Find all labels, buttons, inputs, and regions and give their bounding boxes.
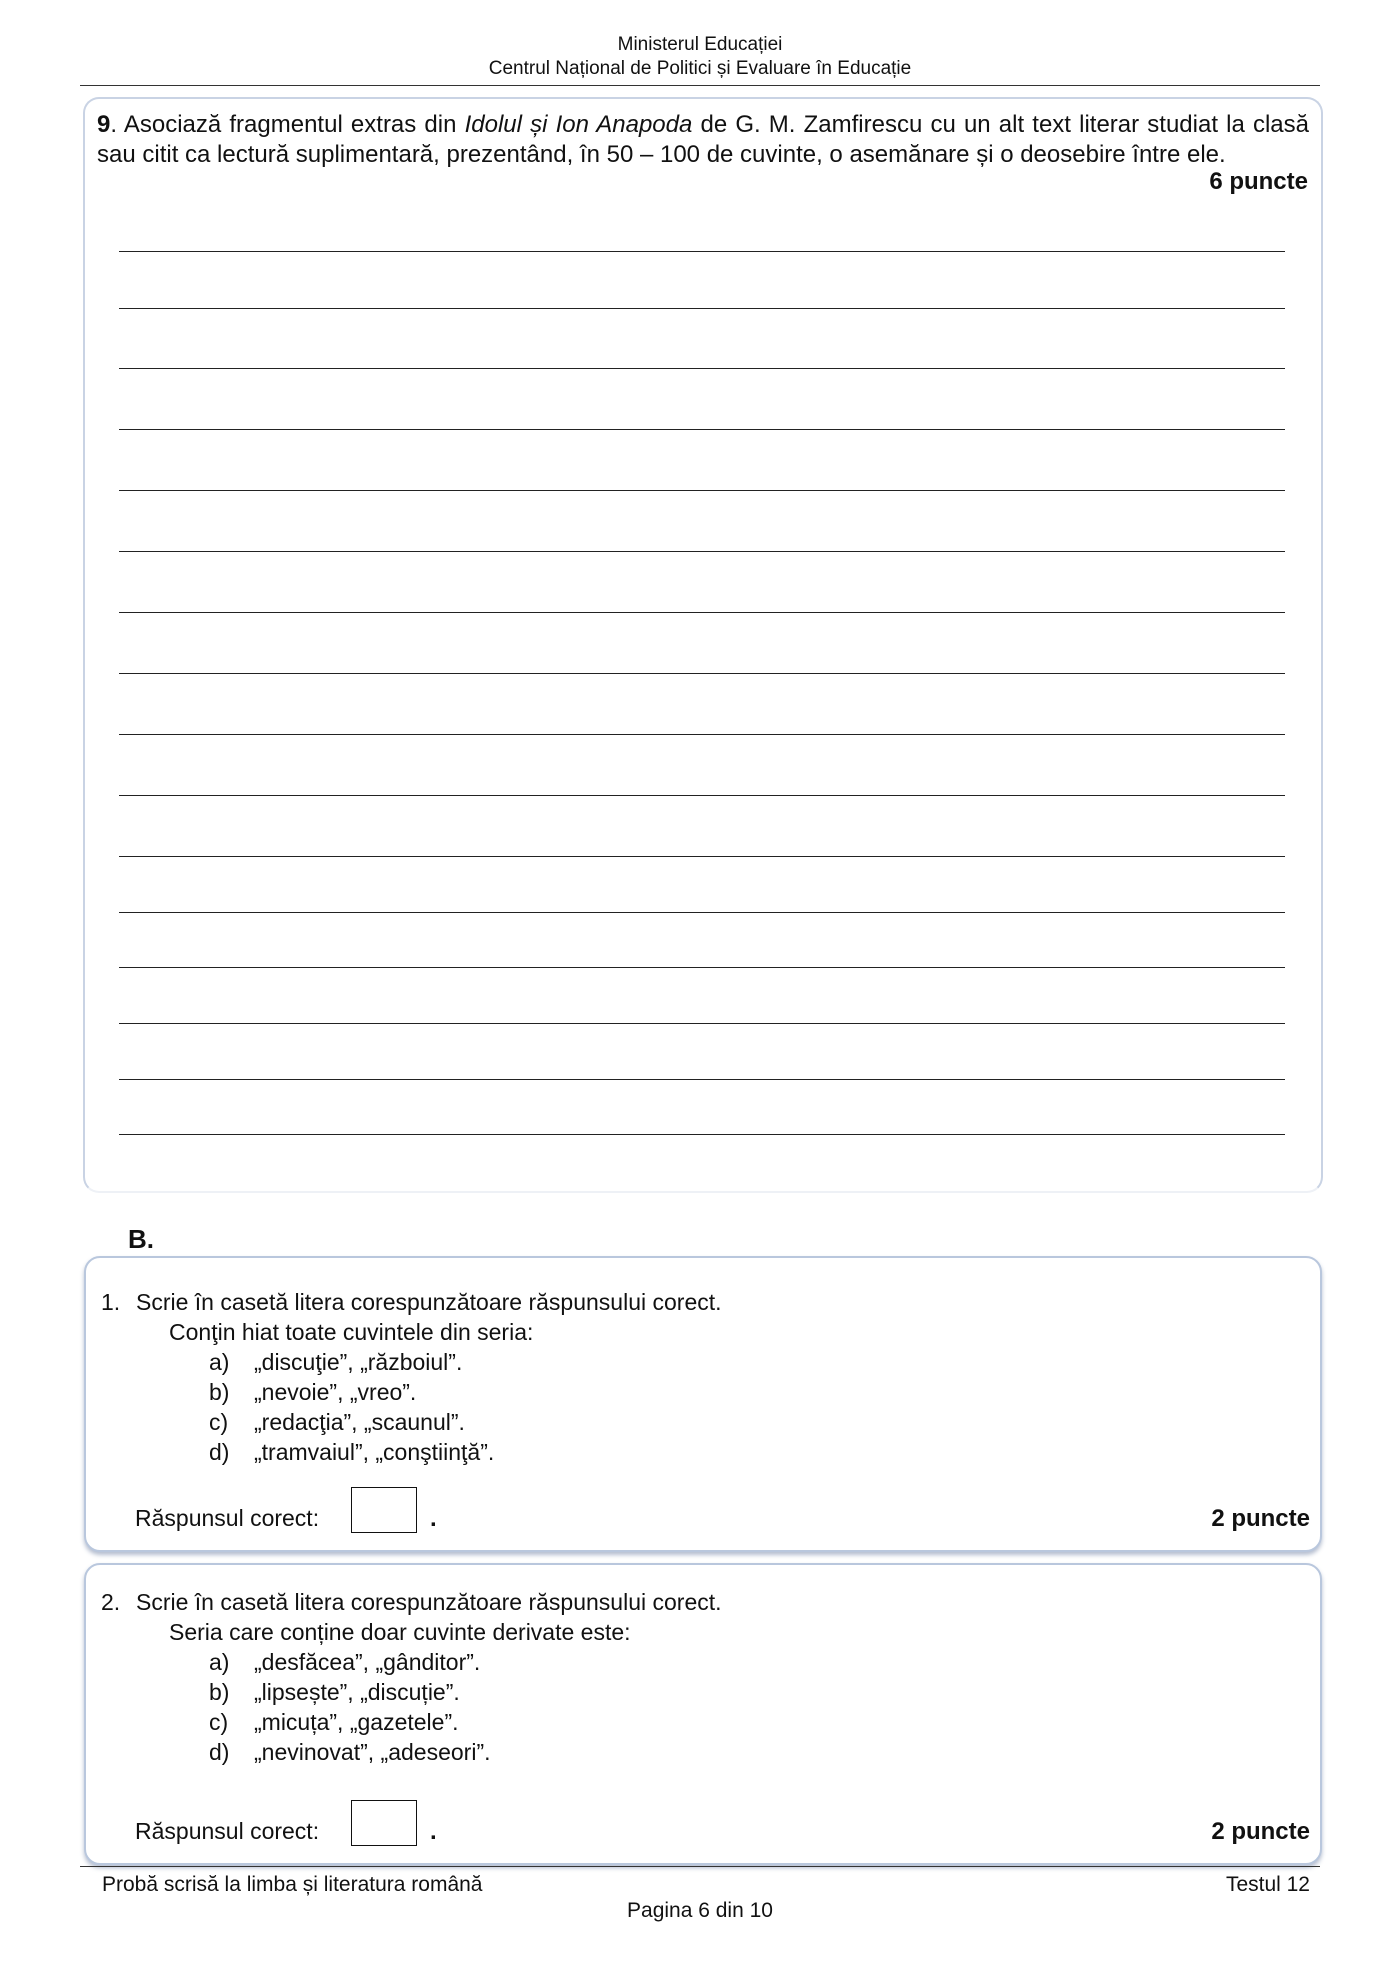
option-text: „nevinovat”, „adeseori”. [254, 1739, 491, 1765]
answer-line[interactable] [119, 734, 1285, 735]
question-2-points: 2 puncte [1211, 1818, 1310, 1845]
question-1-prompt: Scrie în casetă litera corespunzătoare răspunsului corect. [136, 1289, 722, 1315]
question-9-points: 6 puncte [1209, 168, 1308, 195]
question-2-stem: Seria care conține doar cuvinte derivate este: [169, 1619, 631, 1645]
answer-line[interactable] [119, 1023, 1285, 1024]
option-text: „micuța”, „gazetele”. [254, 1709, 459, 1735]
question-2-number: 2. [101, 1589, 121, 1615]
header-ministry: Ministerul Educației [617, 34, 783, 55]
footer-divider [80, 1866, 1320, 1867]
answer-line[interactable] [119, 1079, 1285, 1080]
question-1-number: 1. [101, 1289, 121, 1315]
answer-box[interactable] [351, 1487, 417, 1533]
answer-period: . [430, 1818, 437, 1845]
answer-box[interactable] [351, 1800, 417, 1846]
footer-test-number: Testul 12 [1225, 1873, 1310, 1896]
question-1-content [0, 1287, 1400, 1507]
footer-page-number: Pagina 6 din 10 [627, 1899, 773, 1922]
question-2-prompt: Scrie în casetă litera corespunzătoare răspunsului corect. [136, 1589, 722, 1615]
question-9-text: 9. Asociază fragmentul extras din Idolul și Ion Anapoda de G. M. Zamfirescu cu un alt text literar studiat la clasă sau citit ca lectură suplimentară, prezentând, în 50 – 100 de cuvinte, o asemănare și o deosebire între ele. [97, 111, 1309, 168]
option-text: „lipsește”, „discuție”. [254, 1679, 460, 1705]
answer-line[interactable] [119, 429, 1285, 430]
answer-line[interactable] [119, 490, 1285, 491]
page-header [80, 33, 1320, 81]
answer-line[interactable] [119, 612, 1285, 613]
option-letter: a) [209, 1649, 230, 1675]
answer-line[interactable] [119, 1134, 1285, 1135]
question-9-number: 9 [97, 111, 111, 138]
answer-line[interactable] [119, 795, 1285, 796]
option-letter: c) [209, 1409, 229, 1435]
answer-line[interactable] [119, 673, 1285, 674]
question-2-content [0, 1587, 1400, 1807]
option-text: „redacţia”, „scaunul”. [254, 1409, 465, 1435]
question-1-points: 2 puncte [1211, 1505, 1310, 1532]
section-b-heading: B. [128, 1224, 154, 1254]
answer-line[interactable] [119, 856, 1285, 857]
answer-line[interactable] [119, 251, 1285, 252]
option-text: „discuţie”, „războiul”. [254, 1349, 463, 1375]
header-center: Centrul Național de Politici și Evaluare în Educație [488, 58, 912, 79]
work-title: Idolul și Ion Anapoda [464, 111, 693, 138]
option-letter: a) [209, 1349, 230, 1375]
option-letter: d) [209, 1739, 230, 1765]
answer-line[interactable] [119, 308, 1285, 309]
answer-line[interactable] [119, 967, 1285, 968]
option-letter: b) [209, 1379, 230, 1405]
answer-line[interactable] [119, 912, 1285, 913]
answer-line[interactable] [119, 368, 1285, 369]
question-1-stem: Conţin hiat toate cuvintele din seria: [169, 1319, 534, 1345]
option-text: „tramvaiul”, „conştiinţă”. [254, 1439, 495, 1465]
option-letter: c) [209, 1709, 229, 1735]
question-9-box [83, 97, 1323, 1193]
option-text: „nevoie”, „vreo”. [254, 1379, 417, 1405]
footer-exam-name: Probă scrisă la limba și literatura română [102, 1873, 483, 1896]
option-letter: d) [209, 1439, 230, 1465]
answer-label: Răspunsul corect: [135, 1505, 320, 1531]
option-text: „desfăcea”, „gânditor”. [254, 1649, 481, 1675]
answer-line[interactable] [119, 551, 1285, 552]
answer-label: Răspunsul corect: [135, 1818, 320, 1844]
header-divider [80, 85, 1320, 86]
answer-period: . [430, 1505, 437, 1532]
option-letter: b) [209, 1679, 230, 1705]
